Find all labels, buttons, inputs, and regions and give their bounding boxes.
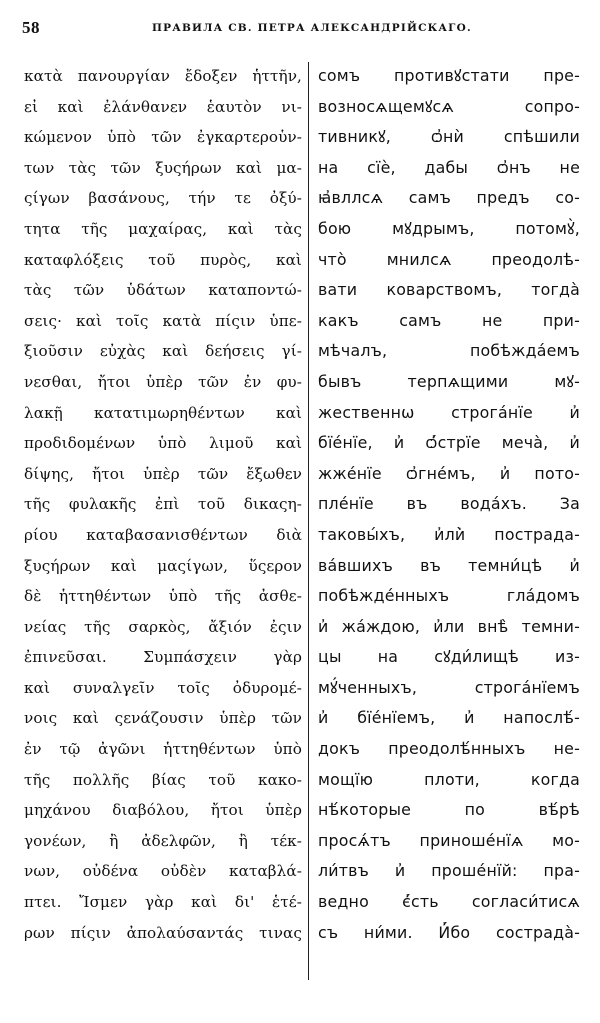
page-number: 58 bbox=[22, 18, 40, 37]
slavonic-text-line: и҆ жа́ждою, и҆ли внѣ̀ темни- bbox=[318, 616, 580, 636]
greek-text-line: τῆς φυλακῆς ἐπὶ τοῦ δικαςη- bbox=[24, 495, 302, 514]
slavonic-text-line: и҆ бїе́нїемъ, и҆ напослѣ́- bbox=[318, 708, 580, 728]
greek-text-line: εἰ καὶ ἐλάνθανεν ἑαυτὸν νι- bbox=[24, 97, 302, 116]
greek-text-line: καταφλόξεις τοῦ πυρὸς, καὶ bbox=[24, 250, 302, 269]
slavonic-text-line: тивникꙋ, ѻ҆нѝ спѣшили bbox=[318, 127, 580, 147]
greek-text-line: δίψης, ἤτοι ὑπὲρ τῶν ἔξωθεν bbox=[24, 464, 302, 483]
page-header bbox=[22, 18, 578, 44]
greek-text-line: προδιδομένων ὑπὸ λιμοῦ καὶ bbox=[24, 434, 302, 453]
greek-text-line: νείας τῆς σαρκὸς, ἄξιόν ἐςιν bbox=[24, 617, 302, 636]
greek-text-column bbox=[24, 61, 302, 948]
slavonic-text-line: мꙋ́ченныхъ, строга́нїемъ bbox=[318, 677, 580, 697]
greek-text-line: ἐν τῷ ἀγῶνι ἡττηθέντων ὑπὸ bbox=[24, 740, 302, 759]
slavonic-text-line: цы на сꙋди́лищѣ из- bbox=[318, 647, 580, 667]
slavonic-text-line: возносѧщемꙋсѧ сопро- bbox=[318, 96, 580, 116]
greek-text-line: δὲ ἡττηθέντων ὑπὸ τῆς ἀσθε- bbox=[24, 587, 302, 606]
greek-text-line: ρίου καταβασανισθέντων διὰ bbox=[24, 525, 302, 544]
slavonic-text-line: бїе́нїе, и҆ ѻ҆́стрїе меча̀, и҆ bbox=[318, 433, 580, 453]
greek-text-line: καὶ συναλγεῖν τοῖς ὀδυρομέ- bbox=[24, 678, 302, 697]
slavonic-text-line: мощїю плоти, когда bbox=[318, 769, 580, 789]
greek-text-line: των τὰς τῶν ξυςήρων καὶ μα- bbox=[24, 158, 302, 177]
greek-text-line: ξυςήρων καὶ μαςίγων, ὕςερον bbox=[24, 556, 302, 575]
greek-text-line: γονέων, ἢ ἀδελφῶν, ἢ τέκ- bbox=[24, 831, 302, 850]
slavonic-text-column bbox=[318, 61, 580, 948]
column-divider bbox=[308, 62, 309, 980]
greek-text-line: ρων πίςιν ἀπολαύσαντάς τινας bbox=[24, 923, 302, 942]
greek-text-line: ςίγων βασάνους, τήν τε ὀξύ- bbox=[24, 189, 302, 208]
slavonic-text-line: вати коварствомъ, тогда̀ bbox=[318, 280, 580, 300]
slavonic-text-line: ведно є҆́сть согласи́тисѧ bbox=[318, 892, 580, 912]
slavonic-text-line: нѣ́которые по вѣ́рѣ bbox=[318, 800, 580, 820]
slavonic-text-line: на сїѐ, дабы ѻ҆нъ не bbox=[318, 157, 580, 177]
greek-text-line: νεσθαι, ἤτοι ὑπὲρ τῶν ἐν φυ- bbox=[24, 372, 302, 391]
greek-text-line: κώμενον ὑπὸ τῶν ἐγκαρτεροὑν- bbox=[24, 128, 302, 147]
greek-text-line: σεις· καὶ τοῖς κατὰ πίςιν ὑπε- bbox=[24, 311, 302, 330]
slavonic-text-line: съ ни́ми. И҆́бо сострада̀- bbox=[318, 922, 580, 942]
greek-text-line: νοις καὶ ςενάζουσιν ὑπὲρ τῶν bbox=[24, 709, 302, 728]
greek-text-line: ξιοῦσιν εὐχὰς καὶ δεήσεις γί- bbox=[24, 342, 302, 361]
slavonic-text-line: мѣчалъ, побѣжда́емъ bbox=[318, 341, 580, 361]
slavonic-text-line: жественнѡ строга́нїе и҆ bbox=[318, 402, 580, 422]
slavonic-text-line: бою мꙋдрымъ, потомꙋ̀, bbox=[318, 218, 580, 238]
greek-text-line: λακῇ κατατιμωρηθέντων καὶ bbox=[24, 403, 302, 422]
slavonic-text-line: ли́твъ и҆ проше́нїй: пра- bbox=[318, 861, 580, 881]
greek-text-line: πτει. Ἴσμεν γὰρ καὶ δι' ἑτέ- bbox=[24, 893, 302, 912]
slavonic-text-line: что̀ мнилсѧ преодолѣ- bbox=[318, 249, 580, 269]
greek-text-line: τητα τῆς μαχαίρας, καὶ τὰς bbox=[24, 219, 302, 238]
greek-text-line: μηχάνου διαβόλου, ἤτοι ὑπὲρ bbox=[24, 801, 302, 820]
running-head: ПРАВИЛА СВ. ПЕТРА АЛЕКСАНДРІЙСКАГО. bbox=[152, 22, 472, 34]
slavonic-text-line: просѧ́тъ приноше́нїѧ мо- bbox=[318, 830, 580, 850]
slavonic-text-line: побѣжде́нныхъ гла́домъ bbox=[318, 586, 580, 606]
slavonic-text-line: сомъ противꙋстати пре- bbox=[318, 66, 580, 85]
slavonic-text-line: какъ самъ не при- bbox=[318, 310, 580, 330]
greek-text-line: κατὰ πανουργίαν ἔδοξεν ἡττῆν, bbox=[24, 67, 302, 85]
slavonic-text-line: ва́вшихъ въ темни́цѣ и҆ bbox=[318, 555, 580, 575]
greek-text-line: νων, οὐδένα οὐδὲν καταβλά- bbox=[24, 862, 302, 881]
slavonic-text-line: жже́нїе ѻ҆гне́мъ, и҆ пото- bbox=[318, 463, 580, 483]
slavonic-text-line: докъ преодолѣ́нныхъ не- bbox=[318, 739, 580, 759]
slavonic-text-line: таковы́хъ, и҆ли̇̀ пострада- bbox=[318, 524, 580, 544]
slavonic-text-line: пле́нїе въ вода́хъ. За bbox=[318, 494, 580, 514]
slavonic-text-line: ꙗ҆вллсѧ самъ предъ со- bbox=[318, 188, 580, 208]
slavonic-text-line: бывъ терпѧщими мꙋ- bbox=[318, 371, 580, 391]
greek-text-line: ἐπινεῦσαι. Συμπάσχειν γὰρ bbox=[24, 648, 302, 667]
greek-text-line: τὰς τῶν ὑδάτων καταποντώ- bbox=[24, 281, 302, 300]
greek-text-line: τῆς πολλῆς βίας τοῦ κακο- bbox=[24, 770, 302, 789]
